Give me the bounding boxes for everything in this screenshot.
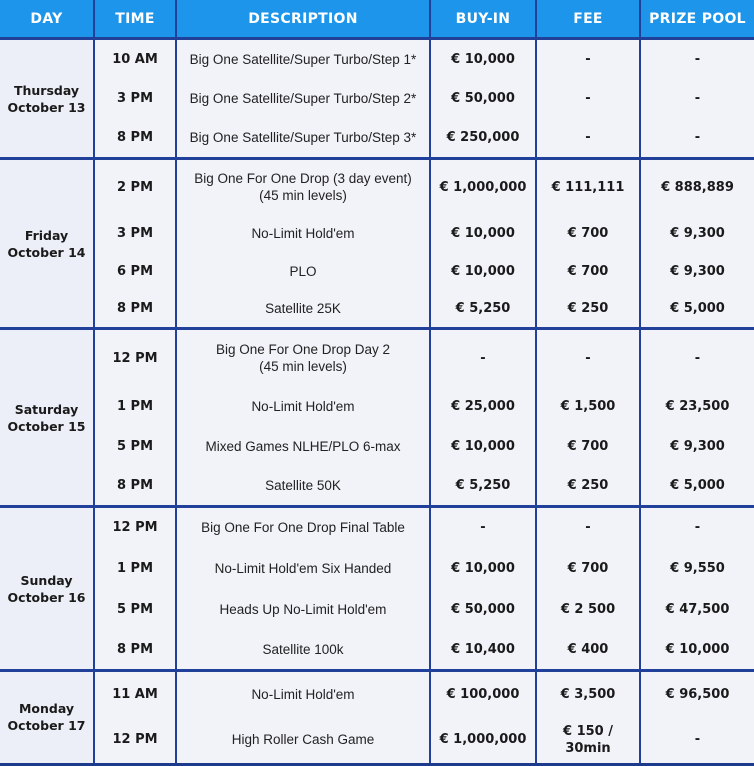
day-cell	[0, 159, 94, 329]
event-fee: € 1,500	[536, 387, 640, 427]
event-prize-pool: € 888,889	[640, 159, 754, 215]
event-description	[176, 387, 430, 427]
description-line: No-Limit Hold'em	[251, 686, 355, 702]
event-description	[176, 467, 430, 507]
table-row	[0, 548, 754, 589]
event-description	[176, 630, 430, 671]
event-time: 8 PM	[94, 119, 176, 159]
event-buy-in: € 50,000	[430, 79, 536, 119]
day-weekday: Saturday	[14, 401, 79, 417]
table-row	[0, 253, 754, 291]
day-date: October 14	[7, 244, 86, 260]
description-line: Big One Satellite/Super Turbo/Step 2*	[189, 91, 417, 106]
event-time: 12 PM	[94, 329, 176, 387]
day-cell	[0, 507, 94, 671]
header-description: DESCRIPTION	[176, 0, 430, 39]
event-time: 11 AM	[94, 671, 176, 717]
event-buy-in: € 100,000	[430, 671, 536, 717]
table-row	[0, 427, 754, 467]
day-weekday: Thursday	[13, 82, 80, 98]
day-date: October 13	[7, 99, 86, 115]
table-row	[0, 39, 754, 79]
table-row	[0, 291, 754, 329]
description-line: (45 min levels)	[259, 359, 347, 375]
event-prize-pool: € 9,300	[640, 253, 754, 291]
description-line: No-Limit Hold'em	[251, 399, 355, 414]
event-time: 1 PM	[94, 387, 176, 427]
day-weekday: Friday	[24, 227, 69, 243]
description-line: Big One For One Drop Final Table	[201, 520, 405, 536]
event-prize-pool: € 5,000	[640, 467, 754, 507]
event-prize-pool: -	[640, 119, 754, 159]
event-fee: € 400	[536, 630, 640, 671]
event-prize-pool: € 9,550	[640, 548, 754, 589]
event-prize-pool: -	[640, 329, 754, 387]
event-fee: € 700	[536, 215, 640, 253]
event-buy-in: € 5,250	[430, 291, 536, 329]
event-prize-pool: € 9,300	[640, 215, 754, 253]
event-prize-pool: € 10,000	[640, 630, 754, 671]
event-fee: € 2 500	[536, 589, 640, 630]
table-row	[0, 717, 754, 763]
day-date: October 15	[7, 418, 86, 434]
event-buy-in: -	[430, 507, 536, 548]
event-description	[176, 253, 430, 291]
event-time: 1 PM	[94, 548, 176, 589]
event-buy-in: € 1,000,000	[430, 717, 536, 763]
event-prize-pool: € 96,500	[640, 671, 754, 717]
event-time: 5 PM	[94, 427, 176, 467]
event-fee: -	[536, 79, 640, 119]
event-fee: € 3,500	[536, 671, 640, 717]
event-description	[176, 39, 430, 79]
day-weekday: Sunday	[20, 572, 73, 588]
event-buy-in: € 10,000	[430, 39, 536, 79]
table-row	[0, 589, 754, 630]
table-row	[0, 671, 754, 717]
event-fee: € 250	[536, 291, 640, 329]
header-row	[0, 0, 754, 39]
event-fee: € 700	[536, 427, 640, 467]
event-buy-in: € 10,000	[430, 427, 536, 467]
event-buy-in: € 1,000,000	[430, 159, 536, 215]
event-prize-pool: -	[640, 39, 754, 79]
event-prize-pool: € 23,500	[640, 387, 754, 427]
event-time: 3 PM	[94, 79, 176, 119]
event-prize-pool: -	[640, 79, 754, 119]
description-line: No-Limit Hold'em Six Handed	[214, 560, 392, 576]
event-buy-in: € 10,000	[430, 253, 536, 291]
event-time: 3 PM	[94, 215, 176, 253]
event-time: 8 PM	[94, 467, 176, 507]
description-line: Big One Satellite/Super Turbo/Step 1*	[189, 51, 417, 67]
description-line: Heads Up No-Limit Hold'em	[219, 601, 387, 617]
day-cell	[0, 329, 94, 507]
description-line: High Roller Cash Game	[231, 732, 375, 747]
event-buy-in: € 50,000	[430, 589, 536, 630]
event-description	[176, 589, 430, 630]
event-time: 12 PM	[94, 717, 176, 763]
event-buy-in: -	[430, 329, 536, 387]
event-buy-in: € 250,000	[430, 119, 536, 159]
header-buy-in: BUY-IN	[430, 0, 536, 39]
table-row	[0, 329, 754, 387]
event-description	[176, 548, 430, 589]
description-line: Satellite 100k	[262, 641, 344, 657]
table-row	[0, 159, 754, 215]
event-prize-pool: € 47,500	[640, 589, 754, 630]
event-fee: -	[536, 119, 640, 159]
event-buy-in: € 10,400	[430, 630, 536, 671]
description-line: Big One Satellite/Super Turbo/Step 3*	[189, 130, 417, 146]
event-time: 5 PM	[94, 589, 176, 630]
schedule-body	[0, 39, 754, 763]
table-row	[0, 387, 754, 427]
event-description	[176, 215, 430, 253]
event-description	[176, 427, 430, 467]
event-time: 8 PM	[94, 291, 176, 329]
event-fee: € 250	[536, 467, 640, 507]
event-prize-pool: € 5,000	[640, 291, 754, 329]
event-time: 2 PM	[94, 159, 176, 215]
event-time: 6 PM	[94, 253, 176, 291]
table-row	[0, 630, 754, 671]
event-buy-in: € 10,000	[430, 548, 536, 589]
event-description	[176, 717, 430, 763]
table-row	[0, 79, 754, 119]
event-fee: € 150 / 30min	[536, 717, 640, 763]
event-description	[176, 79, 430, 119]
header-day: DAY	[0, 0, 94, 39]
event-description	[176, 507, 430, 548]
description-line: PLO	[289, 264, 317, 279]
event-buy-in: € 5,250	[430, 467, 536, 507]
table-row	[0, 119, 754, 159]
event-buy-in: € 25,000	[430, 387, 536, 427]
header-fee: FEE	[536, 0, 640, 39]
day-date: October 17	[7, 718, 86, 734]
table-row	[0, 215, 754, 253]
event-fee: -	[536, 39, 640, 79]
table-row	[0, 507, 754, 548]
day-cell	[0, 39, 94, 159]
description-line: (45 min levels)	[259, 188, 347, 204]
table-row	[0, 467, 754, 507]
event-description	[176, 329, 430, 387]
event-description	[176, 291, 430, 329]
event-fee: -	[536, 329, 640, 387]
day-weekday: Monday	[18, 701, 75, 717]
event-time: 8 PM	[94, 630, 176, 671]
event-fee: € 111,111	[536, 159, 640, 215]
event-fee: € 700	[536, 253, 640, 291]
description-line: Satellite 50K	[265, 478, 341, 494]
event-prize-pool: € 9,300	[640, 427, 754, 467]
event-description	[176, 159, 430, 215]
description-line: No-Limit Hold'em	[251, 226, 355, 241]
description-line: Big One For One Drop Day 2	[215, 342, 391, 358]
header-time: TIME	[94, 0, 176, 39]
event-time: 12 PM	[94, 507, 176, 548]
description-line: Big One For One Drop (3 day event)	[194, 171, 412, 187]
day-cell	[0, 671, 94, 763]
event-time: 10 AM	[94, 39, 176, 79]
header-prize-pool: PRIZE POOL	[640, 0, 754, 39]
day-date: October 16	[7, 589, 86, 605]
event-fee: € 700	[536, 548, 640, 589]
event-prize-pool: -	[640, 507, 754, 548]
description-line: Satellite 25K	[265, 301, 341, 317]
event-description	[176, 671, 430, 717]
event-fee: -	[536, 507, 640, 548]
event-buy-in: € 10,000	[430, 215, 536, 253]
event-prize-pool: -	[640, 717, 754, 763]
event-description	[176, 119, 430, 159]
description-line: Mixed Games NLHE/PLO 6-max	[205, 439, 401, 454]
